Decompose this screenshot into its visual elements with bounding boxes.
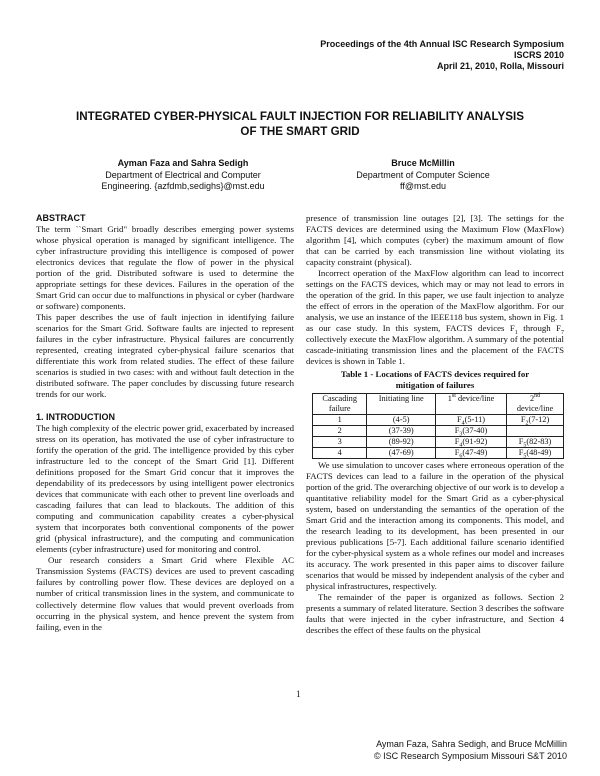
symposium-acronym: ISCRS 2010 (513, 50, 564, 60)
introduction-paragraph-1: The high complexity of the electric power grid, exacerbated by increased stress on its operation, has motivated the use of cyber infrastructure to fortify the operation of the grid. The intelligence provided by this cyber infrastructure led to the concept of the Smart Grid [1]. Different definitions proposed for the Smart Grid concur that it improves the dependability of its predecessors by using intelligent power electronics devices that communicate with each other to prevent line overloads and cascading failures that can lead to blackouts. The addition of this computing and communication capability creates a cyber-physical system that incorporates both conventional components of the power grid (physical infrastructure), and the computing and communication elements (cyber infrastructure) used for monitoring and control. (36, 423, 294, 555)
subscript: 7 (561, 329, 564, 336)
cell-initiating-line: (47-69) (367, 448, 436, 459)
cell-failure: 1 (313, 415, 367, 426)
cell-initiating-line: (37-39) (367, 426, 436, 437)
author-contact: ff@mst.edu (400, 181, 446, 191)
cell-failure: 3 (313, 437, 367, 448)
author-department: Department of Electrical and Computer (105, 169, 261, 180)
introduction-heading: 1. INTRODUCTION (36, 412, 116, 423)
abstract-paragraph-1: The term ``Smart Grid" broadly describes emerging power systems whose physical operation is managed by significant intelligence. The cyber infrastructure providing this intelligence is composed of power electronics devices that regulate the flow of power in the physical portion of the grid. Distributed software is used to determine the appropriate settings for these devices. Failures in the operation of the Smart Grid can occur due to malfunctions in physical or cyber (hardware or software) components. (36, 224, 294, 312)
facts-devices-table (312, 393, 564, 459)
cell-second-device: $F_5(48-49)$ (507, 448, 564, 459)
table-1-caption-line-2: mitigation of failures (395, 380, 475, 391)
cell-second-device (507, 426, 564, 437)
right-paragraph-3: We use simulation to uncover cases where erroneous operation of the FACTS devices can lead to a failure in the operation of the physical portion of the grid. The overarching objective of our work is to develop a quantitative reliability model for the Smart Grid as a cyber-physical system, based on understanding the semantics of the operation of the Smart Grid and the interaction among its components. This model, and the research leading to its development, has been presented in our previous publications [5-7]. Each additional failure scenario identified for the cyber-physical system as a whole refines our model and increases its accuracy. The work presented in this paper aims to discover failure scenarios that would be missed by independent analysis of the cyber and physical infrastructures, respectively. (306, 460, 564, 592)
paper-title-line-1: INTEGRATED CYBER-PHYSICAL FAULT INJECTION FOR RELIABILITY ANALYSIS (76, 110, 524, 123)
right-paragraph-2 (306, 268, 564, 367)
paragraph-text: collectively execute the MaxFlow algorithm. A summary of the potential cascade-initiating transmission lines and the placement of the FACTS devices is shown in Table 1. (306, 334, 564, 367)
cell-failure: 4 (313, 448, 367, 459)
page-number: 1 (296, 689, 301, 699)
cell-first-device: $F_6(47-49)$ (436, 448, 507, 459)
table-header-row (313, 394, 564, 415)
introduction-paragraph-2: Our research considers a Smart Grid where Flexible AC Transmission Systems (FACTS) devices are used to prevent cascading failures by controlling power flow. These devices are deployed on a number of critical transmission lines in the system, and communicate to collectively determine flow values that would prevent overloads from occurring in the physical system, and hence prevent the system from failing, even in the (36, 555, 294, 632)
symposium-date-location: April 21, 2010, Rolla, Missouri (436, 61, 564, 71)
table-row (313, 415, 564, 426)
header-initiating-line: Initiating line (367, 394, 436, 415)
paper-title (60, 109, 540, 139)
author-department: Department of Computer Science (356, 169, 490, 180)
table-row (313, 448, 564, 459)
header-cascading-failure: Cascading failure (313, 394, 367, 415)
table-row (313, 426, 564, 437)
cell-initiating-line: (89-92) (367, 437, 436, 448)
paper-title-line-2: OF THE SMART GRID (240, 125, 360, 138)
author-names: Ayman Faza and Sahra Sedigh (117, 158, 249, 168)
paragraph-text: Incorrect operation of the MaxFlow algorithm can lead to incorrect settings on the FACTS devices, which may or may not lead to errors in the operation of the grid. In this paper, we use fault injection to analyze the effect of errors in the operation of the MaxFlow algorithm. For our analysis, we use an instance of the IEEE118 bus system, shown in Fig. 1 as our case study. In this system, FACTS devices F (306, 268, 564, 334)
abstract-heading: ABSTRACT (36, 213, 86, 223)
author-block-2 (320, 158, 526, 193)
cell-second-device: $F_5(82-83)$ (507, 437, 564, 448)
right-paragraph-1: presence of transmission line outages [2], [3]. The settings for the FACTS devices are determined using the Maximum Flow (MaxFlow) algorithm [4], which computes (cyber) the maximum amount of flow that can be carried by each transmission line without violating its capacity constraint (physical). (306, 213, 564, 268)
author-names: Bruce McMillin (391, 158, 455, 168)
right-paragraph-4: The remainder of the paper is organized as follows. Section 2 presents a summary of related literature. Section 3 describes the software faults that were injected in the cyber infrastructure, and Section 4 describes the effect of these faults on the physical (306, 592, 564, 636)
paragraph-text: through F (517, 323, 561, 334)
footer-copyright: © ISC Research Symposium Missouri S&T 2010 (373, 751, 567, 761)
footer-authors: Ayman Faza, Sahra Sedigh, and Bruce McMillin (376, 739, 567, 749)
proceedings-title: Proceedings of the 4th Annual ISC Research Symposium (320, 39, 564, 49)
cell-second-device: $F_2(7-12)$ (507, 415, 564, 426)
header-second-device: 2nd device/line (507, 394, 564, 415)
abstract-paragraph-2: This paper describes the use of fault injection in identifying failure scenarios for the Smart Grid. Software faults are injected to represent failures in the cyber infrastructure. Physical failures are concurrently represented, creating integrated cyber-physical failure scenarios that differentiate this work from related studies. The effect of these failure scenarios is studied in two cases: with and without fault detection in the distributed software. The paper concludes by discussing future research trends for our work. (36, 312, 294, 400)
author-contact: Engineering. {azfdmb,sedighs}@mst.edu (101, 181, 265, 191)
cell-initiating-line: (4-5) (367, 415, 436, 426)
author-block-1 (78, 158, 288, 193)
cell-first-device: $F_4(5-11)$ (436, 415, 507, 426)
header-first-device: 1st device/line (436, 394, 507, 415)
subscript: 1 (514, 329, 518, 336)
right-column (306, 213, 564, 636)
table-row (313, 437, 564, 448)
table-1-caption-line-1: Table 1 - Locations of FACTS devices required for (340, 369, 530, 380)
cell-failure: 2 (313, 426, 367, 437)
cell-first-device: $F_4(91-92)$ (436, 437, 507, 448)
left-column (36, 212, 294, 633)
cell-first-device: $F_3(37-40)$ (436, 426, 507, 437)
